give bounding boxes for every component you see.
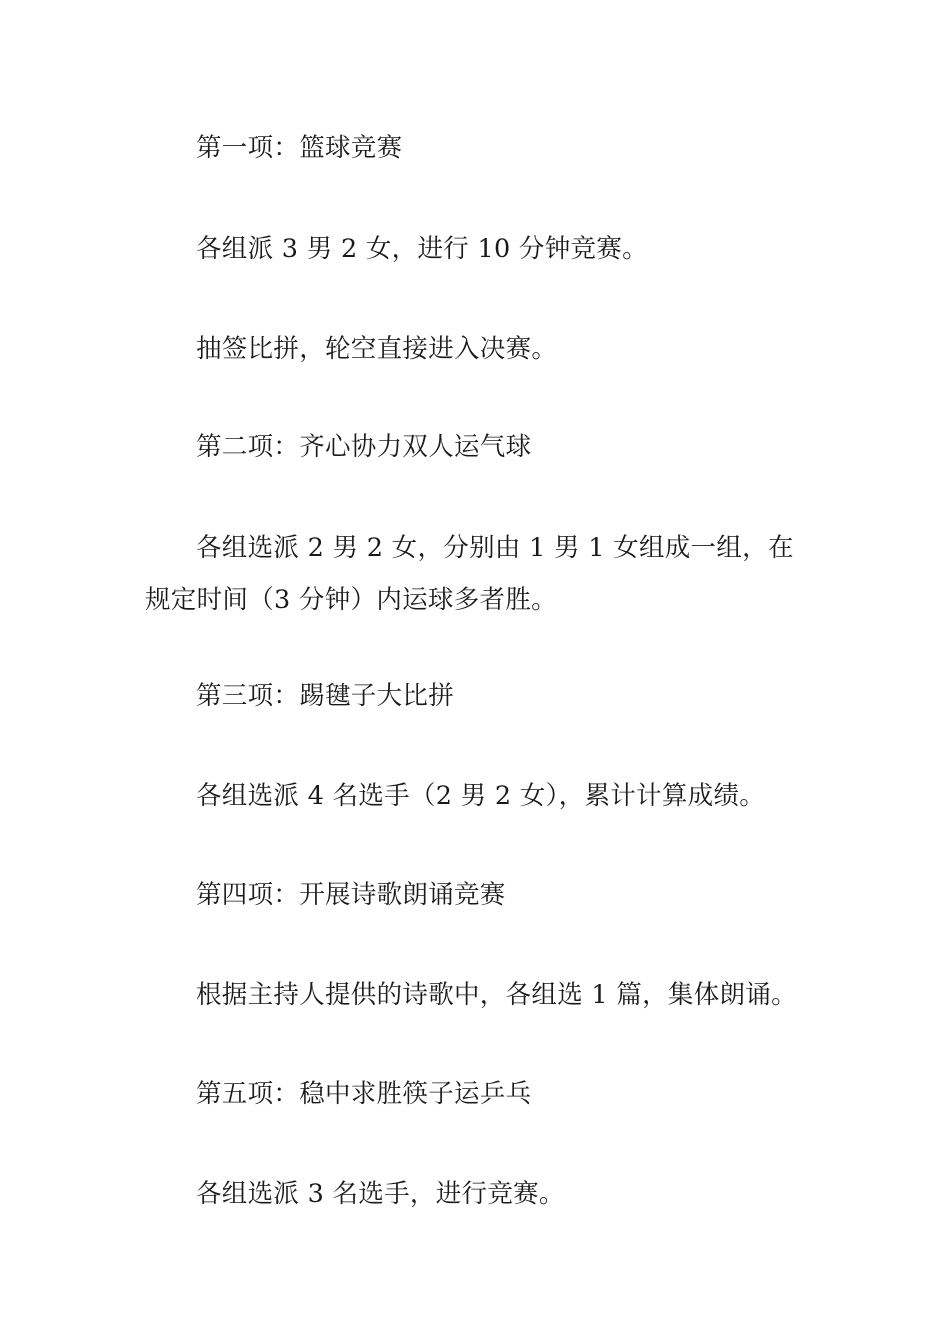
paragraph-balloon-rule: 各组选派 2 男 2 女，分别由 1 男 1 女组成一组，在规定时间（3 分钟）内运球多者胜。 — [145, 533, 794, 615]
paragraph-shuttlecock-rule: 各组选派 4 名选手（2 男 2 女），累计计算成绩。 — [196, 781, 766, 811]
paragraph-basketball-draw: 抽签比拼，轮空直接进入决赛。 — [196, 334, 558, 364]
section-heading-shuttlecock: 第三项：踢毽子大比拼 — [196, 681, 455, 711]
section-heading-basketball: 第一项：篮球竞赛 — [196, 133, 403, 163]
paragraph-basketball-rule: 各组派 3 男 2 女，进行 10 分钟竞赛。 — [196, 234, 648, 264]
section-heading-balloon: 第二项：齐心协力双人运气球 — [196, 432, 532, 462]
paragraph-chopsticks-rule: 各组选派 3 名选手，进行竞赛。 — [196, 1179, 565, 1209]
section-heading-chopsticks: 第五项：稳中求胜筷子运乒乓 — [196, 1079, 532, 1109]
section-heading-poetry: 第四项：开展诗歌朗诵竞赛 — [196, 880, 506, 910]
paragraph-poetry-rule: 根据主持人提供的诗歌中，各组选 1 篇，集体朗诵。 — [196, 980, 797, 1010]
